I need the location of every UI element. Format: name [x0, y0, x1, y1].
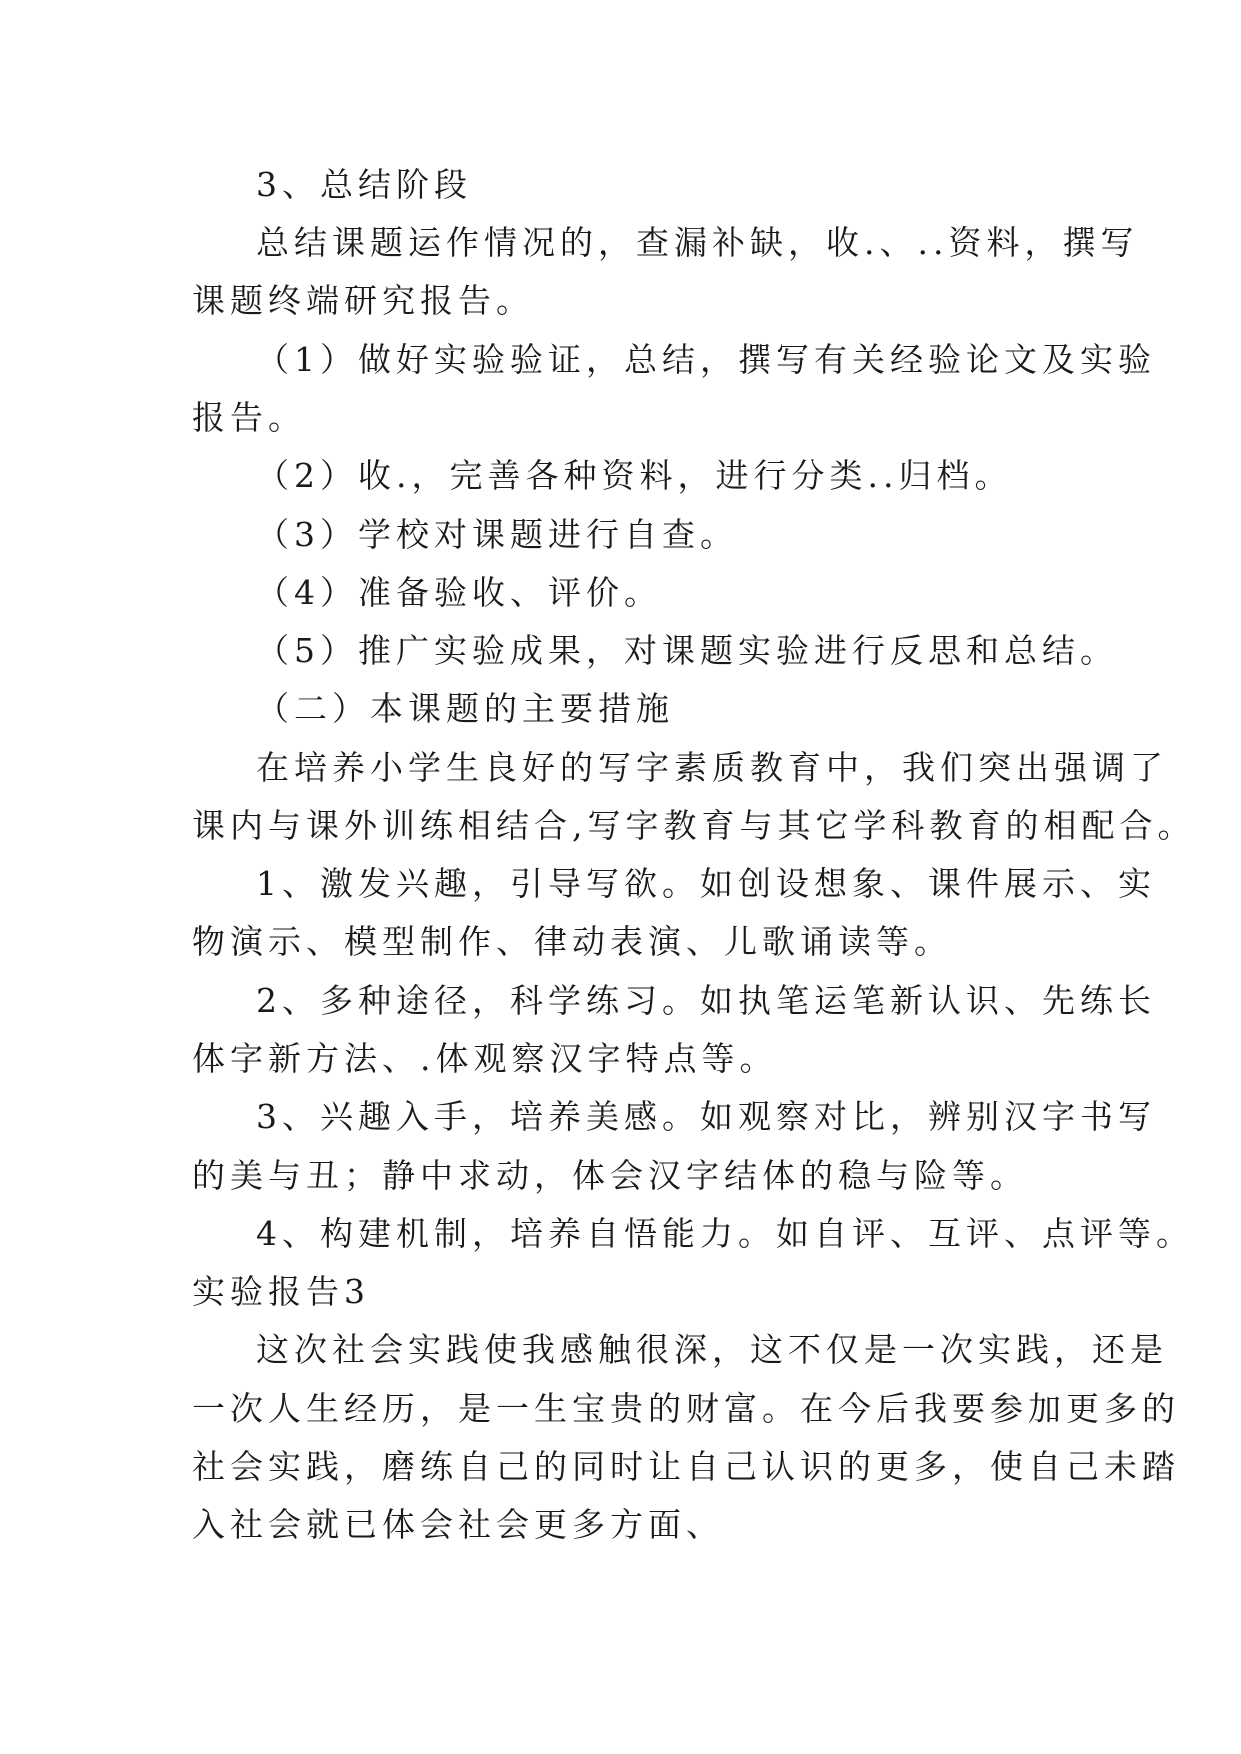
- paragraph-line: 课内与课外训练相结合,写字教育与其它学科教育的相配合。: [192, 806, 1196, 845]
- paragraph-line: 3、兴趣入手，培养美感。如观察对比，辨别汉字书写: [256, 1097, 1156, 1136]
- paragraph-line: 报告。: [192, 398, 306, 437]
- list-item: （2）收.，完善各种资料，进行分类..归档。: [256, 456, 1013, 495]
- section-heading-report-3: 实验报告3: [192, 1272, 370, 1311]
- list-item: （4）准备验收、评价。: [256, 573, 662, 612]
- paragraph-line: 1、激发兴趣，引导写欲。如创设想象、课件展示、实: [256, 864, 1156, 903]
- paragraph-line: 社会实践，磨练自己的同时让自己认识的更多，使自己未踏: [192, 1447, 1180, 1486]
- paragraph-line: 入社会就已体会社会更多方面、: [192, 1505, 724, 1544]
- paragraph-line: 课题终端研究报告。: [192, 281, 534, 320]
- paragraph-line: 物演示、模型制作、律动表演、儿歌诵读等。: [192, 922, 952, 961]
- paragraph-line: 4、构建机制，培养自悟能力。如自评、互评、点评等。: [256, 1214, 1194, 1253]
- list-item: （3）学校对课题进行自查。: [256, 515, 738, 554]
- paragraph-line: 的美与丑；静中求动，体会汉字结体的稳与险等。: [192, 1156, 1028, 1195]
- paragraph-line: 这次社会实践使我感触很深，这不仅是一次实践，还是: [256, 1330, 1168, 1369]
- paragraph-line: 体字新方法、.体观察汉字特点等。: [192, 1039, 778, 1078]
- paragraph-line: 2、多种途径，科学练习。如执笔运笔新认识、先练长: [256, 981, 1156, 1020]
- list-item: （5）推广实验成果，对课题实验进行反思和总结。: [256, 631, 1118, 670]
- section-heading-main-measures: （二）本课题的主要措施: [256, 689, 674, 728]
- paragraph-line: 一次人生经历，是一生宝贵的财富。在今后我要参加更多的: [192, 1389, 1180, 1428]
- paragraph-line: 在培养小学生良好的写字素质教育中，我们突出强调了: [256, 748, 1168, 787]
- paragraph-line: 总结课题运作情况的，查漏补缺，收.、..资料，撰写: [256, 223, 1139, 262]
- section-heading-summary-stage: 3、总结阶段: [256, 165, 472, 204]
- paragraph-line: （1）做好实验验证，总结，撰写有关经验论文及实验: [256, 340, 1156, 379]
